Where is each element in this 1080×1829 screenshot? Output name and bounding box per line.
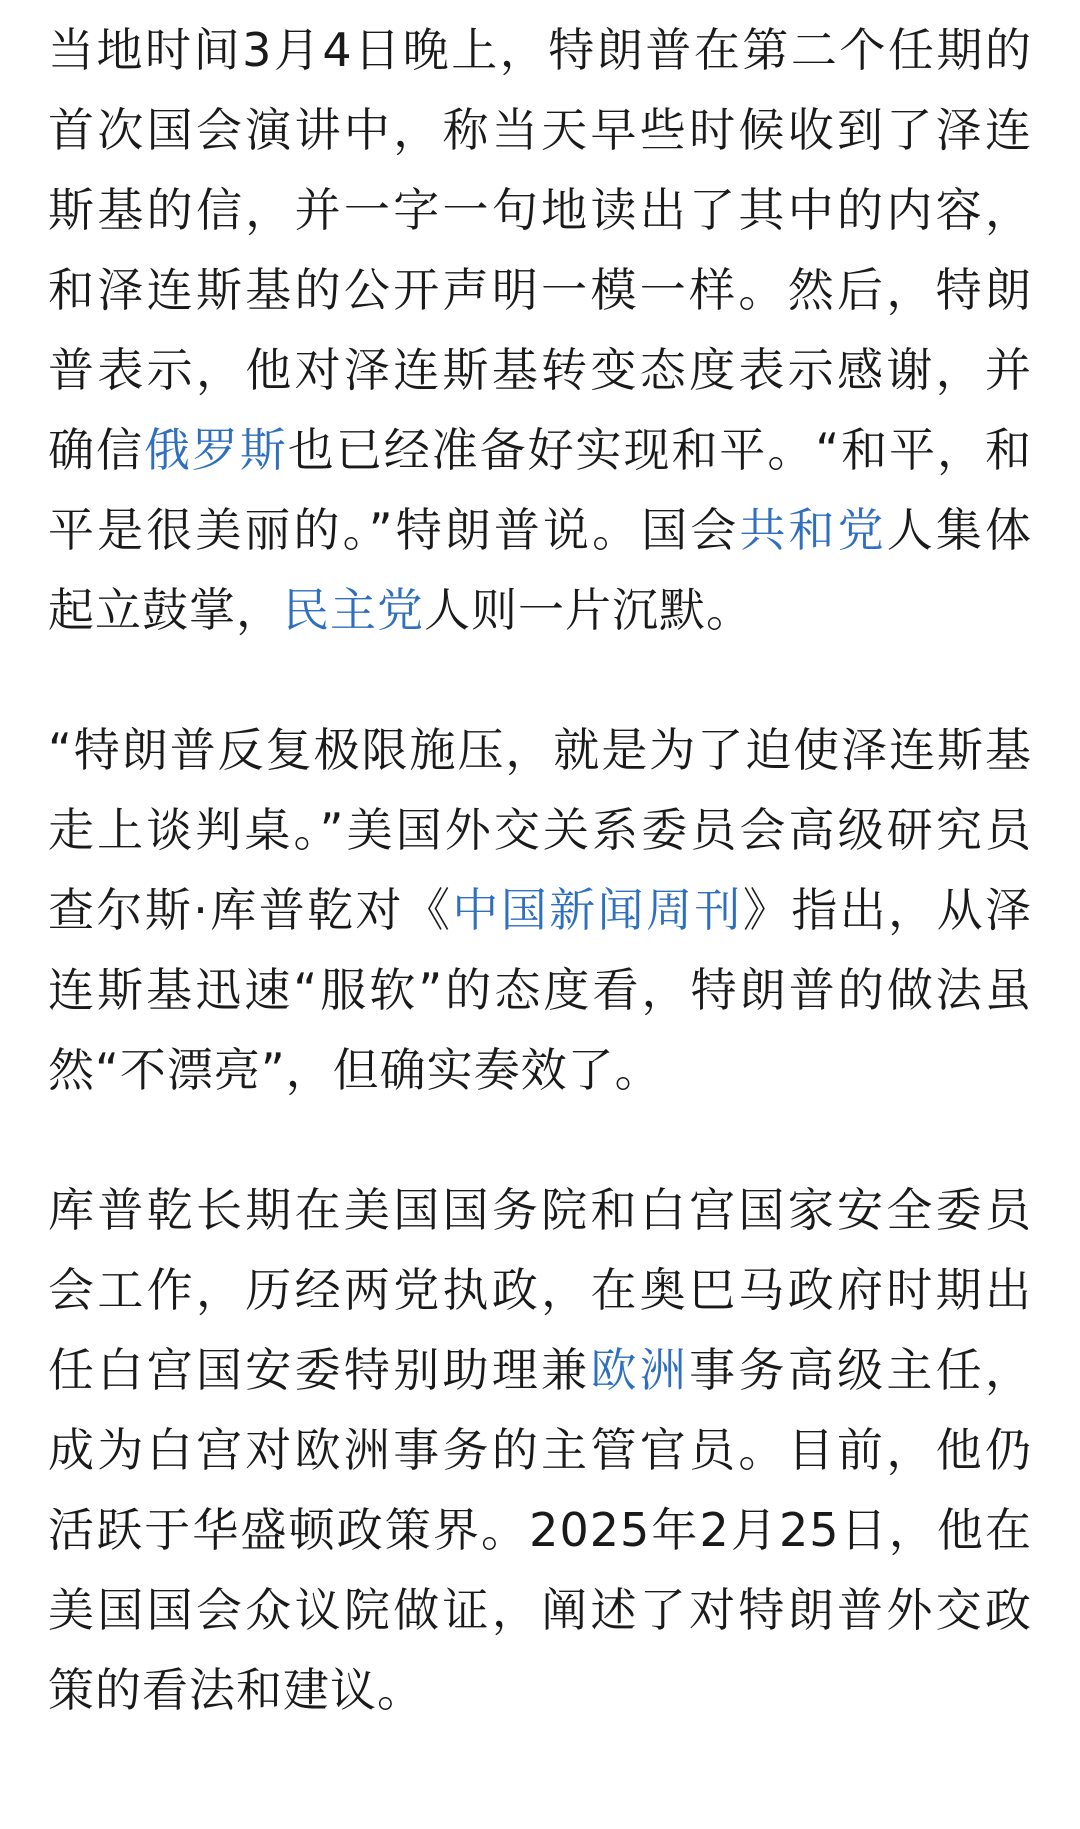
paragraph-text: 事务高级主任，成为白宫对欧洲事务的主管官员。目前，他仍活跃于华盛顿政策界。2025年2月25日，他在美国国会众议院做证，阐述了对特朗普外交政策的看法和建议。 [48,1343,1033,1717]
paragraph-p2 [48,710,1032,1110]
article-body [48,10,1032,1730]
link-republican-party[interactable]: 共和党 [739,503,887,557]
paragraph-text: 》指出，从泽连斯基迅速“服软”的态度看，特朗普的做法虽然“不漂亮”，但确实奏效了。 [48,883,1033,1097]
link-china-newsweek[interactable]: 中国新闻周刊 [452,883,743,937]
paragraph-p3 [48,1170,1032,1730]
link-russia[interactable]: 俄罗斯 [143,423,288,477]
link-europe[interactable]: 欧洲 [590,1343,690,1397]
paragraph-text: 也已经准备好实现和平。“和平，和平是很美丽的。”特朗普说。国会 [48,423,1032,557]
paragraph-p1 [48,10,1032,650]
link-democratic-party[interactable]: 民主党 [283,583,424,637]
paragraph-text: 库普乾长期在美国国务院和白宫国家安全委员会工作，历经两党执政，在奥巴马政府时期出任白宫国安委特别助理兼 [48,1183,1032,1397]
paragraph-text: 人集体起立鼓掌， [48,503,1032,637]
paragraph-text: “特朗普反复极限施压，就是为了迫使泽连斯基走上谈判桌。”美国外交关系委员会高级研究员查尔斯·库普乾对《 [48,723,1032,937]
paragraph-text: 人则一片沉默。 [424,583,753,637]
paragraph-text: 当地时间3月4日晚上，特朗普在第二个任期的首次国会演讲中，称当天早些时候收到了泽连斯基的信，并一字一句地读出了其中的内容，和泽连斯基的公开声明一模一样。然后，特朗普表示，他对泽连斯基转变态度表示感谢，并确信 [48,23,1032,477]
